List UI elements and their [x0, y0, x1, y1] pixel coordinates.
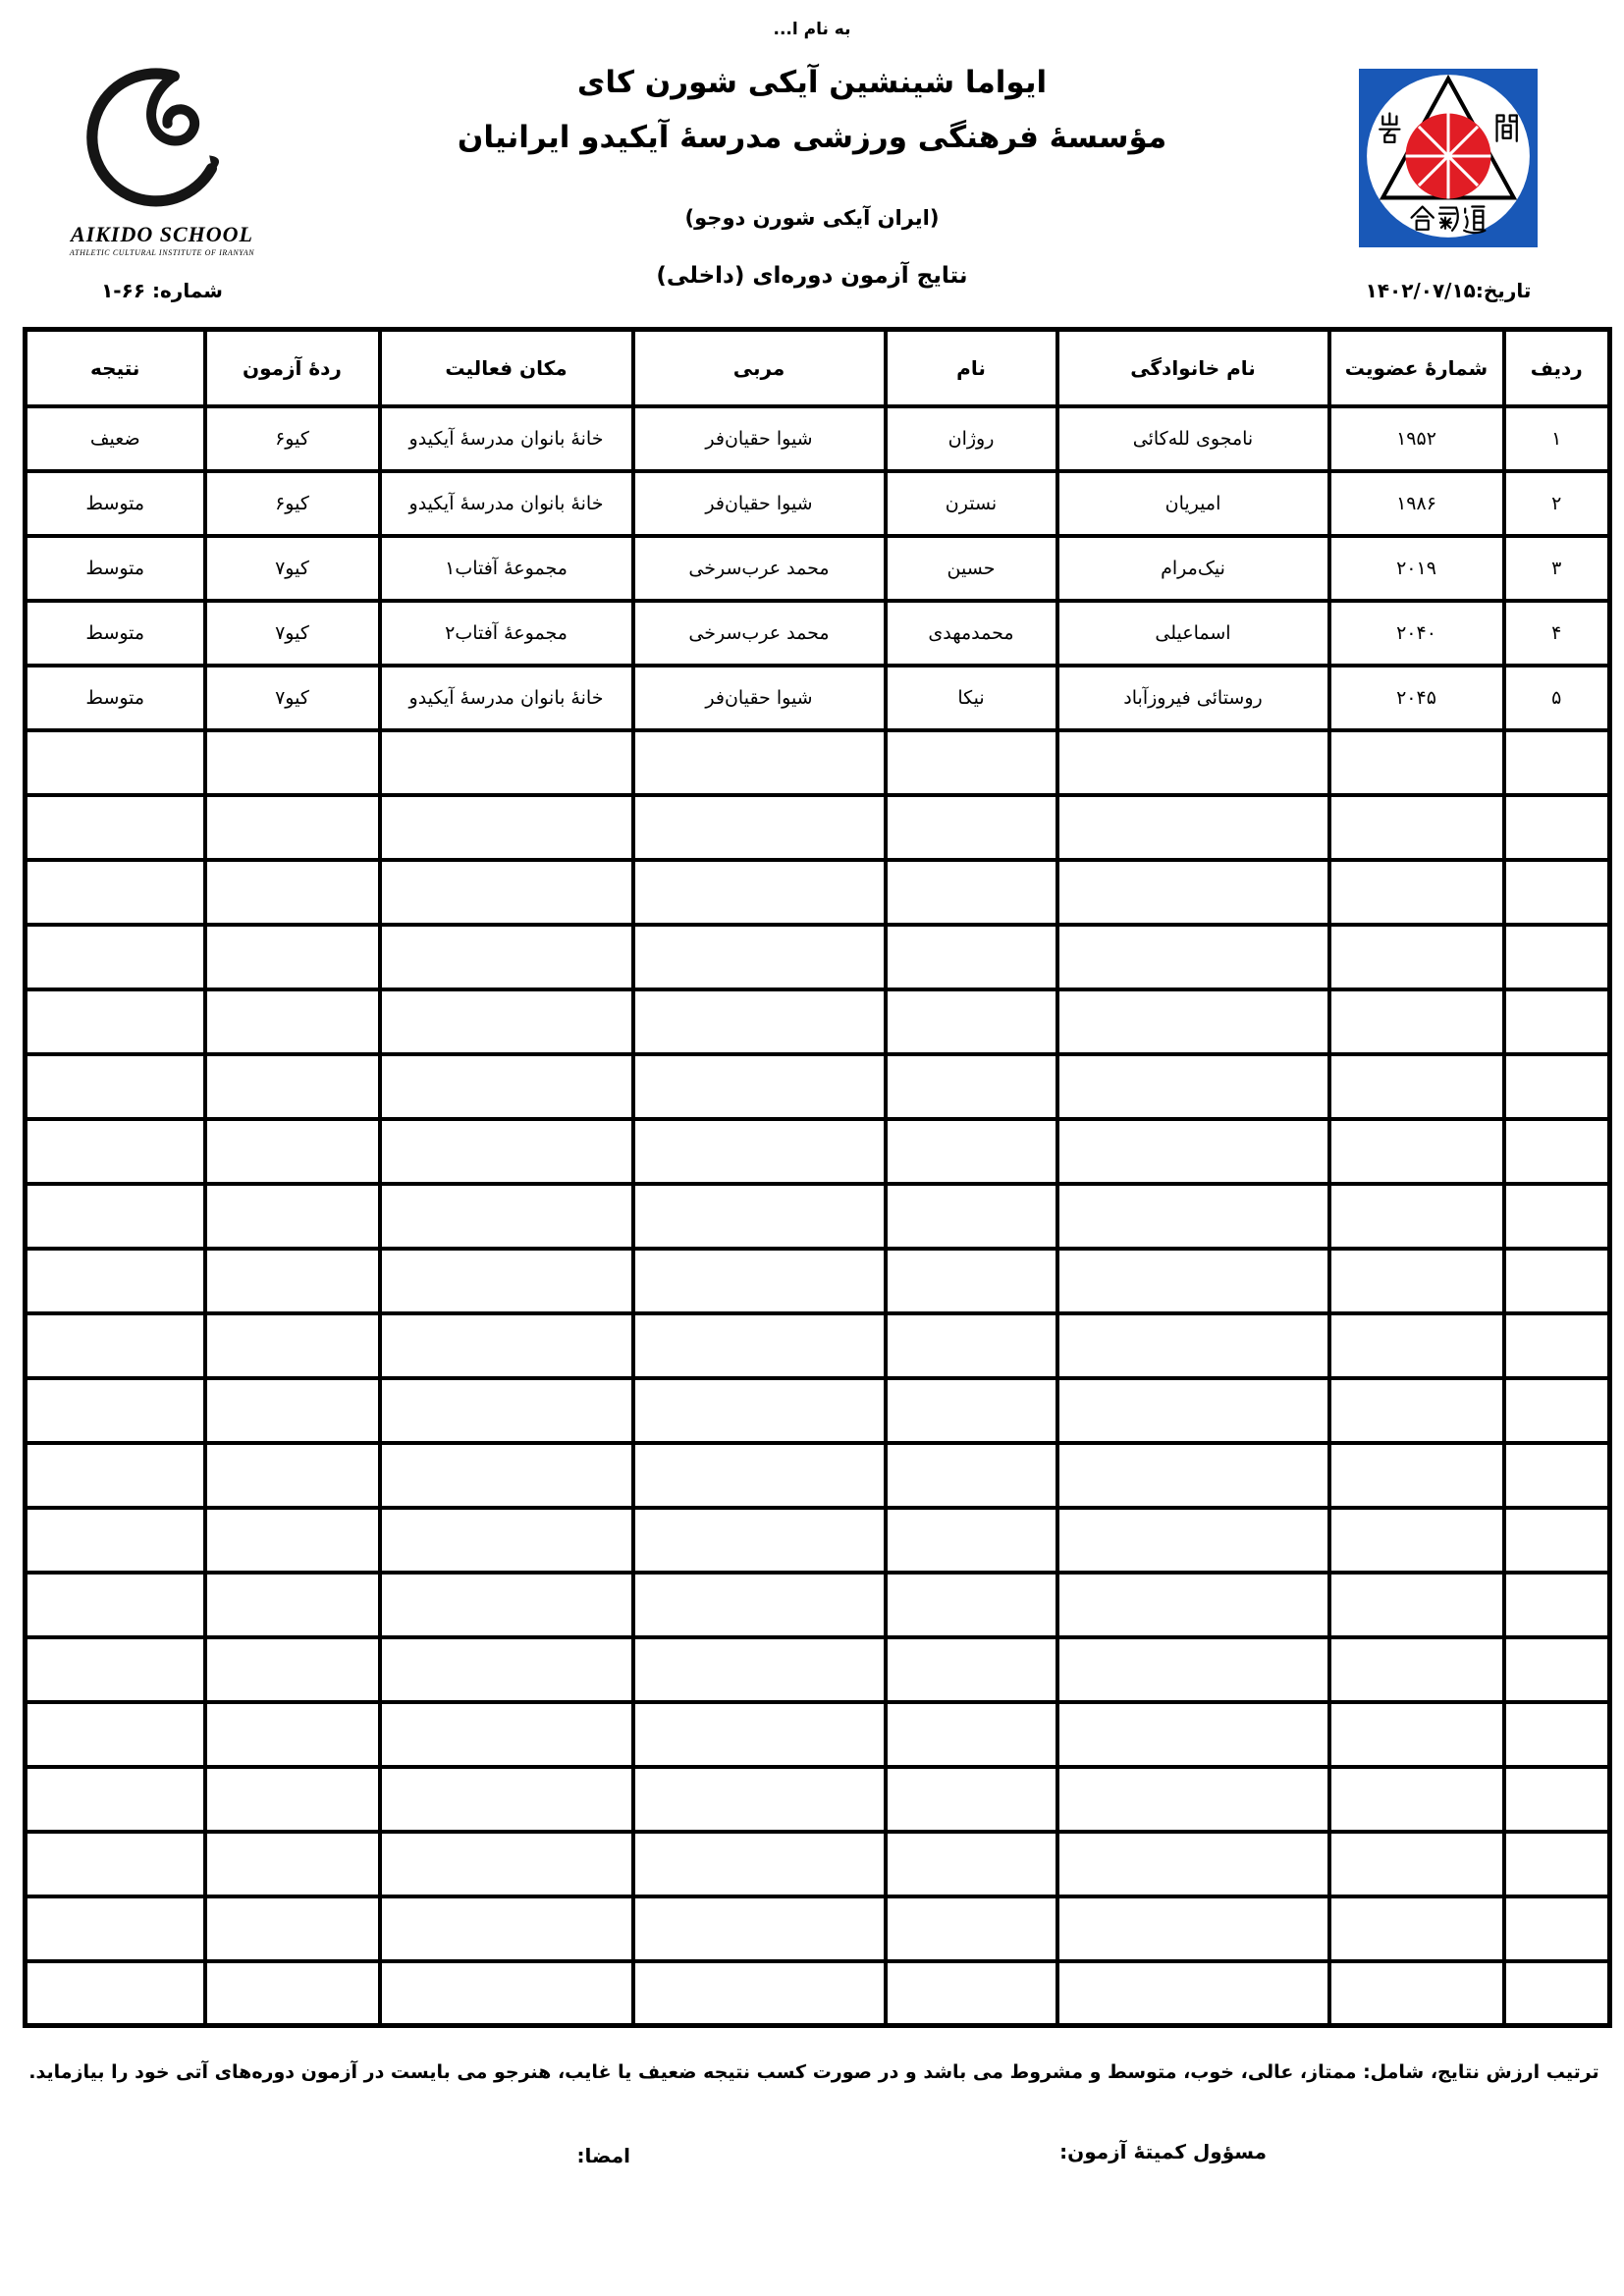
table-cell — [633, 1313, 886, 1378]
table-cell — [1504, 1184, 1610, 1249]
dojo-subtitle: (ایران آیکی شورن دوجو) — [684, 206, 940, 230]
table-cell: متوسط — [26, 471, 205, 536]
aikido-school-mark-icon — [80, 61, 244, 226]
table-cell — [1057, 1508, 1329, 1573]
table-cell — [886, 989, 1057, 1054]
table-cell — [1057, 1443, 1329, 1508]
table-row — [26, 1896, 1610, 1961]
table-cell — [1504, 1896, 1610, 1961]
table-cell — [886, 1508, 1057, 1573]
table-cell — [205, 1896, 380, 1961]
table-row — [26, 730, 1610, 795]
col-header-result: نتیجه — [26, 330, 205, 406]
table-cell: خانۀ بانوان مدرسۀ آیکیدو — [380, 406, 633, 471]
table-cell — [380, 1378, 633, 1443]
table-cell — [1329, 1378, 1504, 1443]
table-cell — [205, 1767, 380, 1832]
table-cell — [1057, 1313, 1329, 1378]
table-cell: خانۀ بانوان مدرسۀ آیکیدو — [380, 666, 633, 730]
table-row — [26, 1443, 1610, 1508]
table-cell: ۲۰۴۵ — [1329, 666, 1504, 730]
table-cell — [1057, 860, 1329, 925]
col-header-first-name: نام — [886, 330, 1057, 406]
table-cell — [1057, 989, 1329, 1054]
col-header-coach: مربی — [633, 330, 886, 406]
table-cell — [633, 1573, 886, 1637]
table-cell — [26, 1896, 205, 1961]
table-cell — [886, 1637, 1057, 1702]
table-cell — [1329, 1508, 1504, 1573]
table-cell — [633, 1896, 886, 1961]
table-cell: حسین — [886, 536, 1057, 601]
document-title: نتایج آزمون دوره‌ای (داخلی) — [656, 263, 968, 289]
col-header-exam-rank: ردۀ آزمون — [205, 330, 380, 406]
table-cell — [1057, 1702, 1329, 1767]
results-table-body — [26, 406, 1610, 2026]
table-cell: ۲ — [1504, 471, 1610, 536]
table-cell — [1329, 730, 1504, 795]
table-cell — [205, 1054, 380, 1119]
table-row — [26, 1054, 1610, 1119]
iwama-aikido-logo-icon — [1359, 69, 1538, 247]
table-cell: محمدمهدی — [886, 601, 1057, 666]
table-cell — [205, 1184, 380, 1249]
table-cell — [1329, 925, 1504, 989]
table-cell — [380, 1573, 633, 1637]
table-cell: نسترن — [886, 471, 1057, 536]
table-cell — [1504, 1249, 1610, 1313]
table-cell — [1057, 1573, 1329, 1637]
table-cell — [633, 1378, 886, 1443]
grading-note: ترتیب ارزش نتایج، شامل: ممتاز، عالی، خوب، متوسط و مشروط می باشد و در صورت کسب نتیجه ضعیف یا غایب، هنرجو می بایست در آزمون دوره‌های آتی خود را بیازماید. — [28, 2061, 1599, 2083]
table-cell — [26, 1702, 205, 1767]
table-cell: ۴ — [1504, 601, 1610, 666]
table-cell — [380, 1119, 633, 1184]
table-cell — [380, 925, 633, 989]
table-cell — [1504, 1832, 1610, 1896]
table-cell — [26, 1119, 205, 1184]
table-header-row — [26, 330, 1610, 406]
table-cell: امیریان — [1057, 471, 1329, 536]
table-cell — [26, 1184, 205, 1249]
table-cell — [1057, 795, 1329, 860]
table-cell — [380, 1249, 633, 1313]
aikido-school-tagline: ATHLETIC CULTURAL INSTITUTE OF IRANYAN — [69, 248, 255, 257]
table-cell — [886, 860, 1057, 925]
table-cell — [380, 1054, 633, 1119]
table-cell — [205, 795, 380, 860]
table-cell — [1504, 925, 1610, 989]
table-cell — [380, 730, 633, 795]
table-cell — [633, 1637, 886, 1702]
table-cell — [26, 1637, 205, 1702]
table-cell — [26, 1378, 205, 1443]
table-cell — [633, 1702, 886, 1767]
table-cell: روژان — [886, 406, 1057, 471]
table-cell — [205, 1378, 380, 1443]
table-cell — [1504, 1702, 1610, 1767]
table-cell: روستائی فیروزآباد — [1057, 666, 1329, 730]
table-row — [26, 1184, 1610, 1249]
table-cell — [633, 795, 886, 860]
table-cell — [380, 1184, 633, 1249]
table-cell: کیو۶ — [205, 406, 380, 471]
table-cell — [886, 1896, 1057, 1961]
table-cell: کیو۷ — [205, 601, 380, 666]
iwama-aikido-logo — [1359, 69, 1538, 247]
table-cell — [886, 795, 1057, 860]
table-cell — [26, 1508, 205, 1573]
table-cell — [26, 1832, 205, 1896]
table-cell — [380, 1767, 633, 1832]
results-table — [23, 327, 1612, 2028]
table-cell: ۱۹۵۲ — [1329, 406, 1504, 471]
table-cell — [380, 1443, 633, 1508]
table-cell: مجموعۀ آفتاب۱ — [380, 536, 633, 601]
table-row — [26, 1508, 1610, 1573]
table-cell: کیو۷ — [205, 536, 380, 601]
bismillah-text: به نام ا... — [773, 20, 851, 39]
table-cell — [886, 1443, 1057, 1508]
table-cell: ۱۹۸۶ — [1329, 471, 1504, 536]
table-cell — [633, 730, 886, 795]
table-row — [26, 471, 1610, 536]
table-row — [26, 1119, 1610, 1184]
table-row — [26, 601, 1610, 666]
table-cell — [1504, 795, 1610, 860]
table-row — [26, 1378, 1610, 1443]
table-cell — [633, 1767, 886, 1832]
table-cell: اسماعیلی — [1057, 601, 1329, 666]
table-row — [26, 1249, 1610, 1313]
table-cell — [26, 1313, 205, 1378]
table-cell — [26, 1443, 205, 1508]
table-row — [26, 989, 1610, 1054]
table-cell — [886, 1313, 1057, 1378]
table-cell — [380, 1896, 633, 1961]
col-header-activity-place: مکان فعالیت — [380, 330, 633, 406]
table-cell — [26, 795, 205, 860]
table-row — [26, 1313, 1610, 1378]
table-cell — [633, 860, 886, 925]
table-cell — [1329, 1443, 1504, 1508]
table-cell — [380, 1961, 633, 2026]
table-cell — [886, 1961, 1057, 2026]
table-cell — [1504, 1767, 1610, 1832]
table-cell: شیوا حقیان‌فر — [633, 471, 886, 536]
table-cell — [205, 860, 380, 925]
table-cell — [886, 1378, 1057, 1443]
table-row — [26, 536, 1610, 601]
main-title: ایواما شینشین آیکی شورن کای — [576, 65, 1048, 100]
aikido-school-wordmark: AIKIDO SCHOOL — [71, 222, 253, 246]
table-cell — [1329, 795, 1504, 860]
table-cell — [886, 1119, 1057, 1184]
table-cell — [380, 1702, 633, 1767]
table-cell: ۱ — [1504, 406, 1610, 471]
table-cell — [633, 925, 886, 989]
col-header-membership-number: شمارۀ عضویت — [1329, 330, 1504, 406]
table-cell — [205, 1508, 380, 1573]
table-cell: محمد عرب‌سرخی — [633, 536, 886, 601]
table-cell — [1057, 1054, 1329, 1119]
table-cell: نامجوی لله‌کائی — [1057, 406, 1329, 471]
table-cell — [205, 1119, 380, 1184]
table-cell — [1504, 1508, 1610, 1573]
table-cell: کیو۶ — [205, 471, 380, 536]
table-cell: ضعیف — [26, 406, 205, 471]
table-cell — [633, 1119, 886, 1184]
table-cell — [380, 1637, 633, 1702]
table-cell — [633, 989, 886, 1054]
table-cell: شیوا حقیان‌فر — [633, 666, 886, 730]
table-cell — [205, 1249, 380, 1313]
institute-title: مؤسسۀ فرهنگی ورزشی مدرسۀ آیکیدو ایرانیان — [457, 120, 1167, 155]
table-cell — [886, 1054, 1057, 1119]
table-cell — [380, 989, 633, 1054]
table-cell — [1329, 1767, 1504, 1832]
table-cell — [886, 1573, 1057, 1637]
table-cell — [1329, 1573, 1504, 1637]
aikido-school-logo — [49, 61, 275, 257]
table-cell — [1329, 1119, 1504, 1184]
table-cell — [205, 925, 380, 989]
table-cell — [633, 1184, 886, 1249]
table-cell: خانۀ بانوان مدرسۀ آیکیدو — [380, 471, 633, 536]
table-cell — [1504, 1378, 1610, 1443]
table-cell — [886, 1702, 1057, 1767]
table-cell — [1329, 1249, 1504, 1313]
table-cell — [1329, 1054, 1504, 1119]
table-cell — [1057, 1378, 1329, 1443]
committee-head-label: مسؤول کمیتۀ آزمون: — [1059, 2140, 1267, 2163]
table-cell — [1504, 860, 1610, 925]
table-cell — [1329, 989, 1504, 1054]
table-cell — [1329, 1184, 1504, 1249]
table-cell — [1504, 1313, 1610, 1378]
table-cell — [1057, 925, 1329, 989]
col-header-row-number: ردیف — [1504, 330, 1610, 406]
table-row — [26, 1832, 1610, 1896]
table-cell: کیو۷ — [205, 666, 380, 730]
table-cell: متوسط — [26, 666, 205, 730]
table-cell — [205, 730, 380, 795]
table-cell — [26, 925, 205, 989]
table-cell — [1504, 1443, 1610, 1508]
table-row — [26, 795, 1610, 860]
table-cell — [380, 795, 633, 860]
table-cell — [1329, 1702, 1504, 1767]
table-cell — [886, 730, 1057, 795]
table-cell — [380, 1313, 633, 1378]
table-cell — [1504, 1054, 1610, 1119]
table-cell: ۳ — [1504, 536, 1610, 601]
table-cell — [26, 1249, 205, 1313]
table-cell — [1057, 1896, 1329, 1961]
table-cell — [26, 1961, 205, 2026]
table-cell: ۲۰۱۹ — [1329, 536, 1504, 601]
table-cell — [205, 1832, 380, 1896]
table-cell: ۵ — [1504, 666, 1610, 730]
table-cell — [1504, 1637, 1610, 1702]
col-header-last-name: نام خانوادگی — [1057, 330, 1329, 406]
table-cell — [26, 730, 205, 795]
table-cell: ۲۰۴۰ — [1329, 601, 1504, 666]
table-cell — [886, 1767, 1057, 1832]
form-number: شماره: ۶۶-۱ — [101, 279, 223, 302]
table-cell — [205, 1573, 380, 1637]
table-cell — [205, 1702, 380, 1767]
table-cell: متوسط — [26, 601, 205, 666]
table-cell — [1329, 860, 1504, 925]
table-cell — [380, 1508, 633, 1573]
table-cell — [886, 1184, 1057, 1249]
table-cell — [633, 1508, 886, 1573]
table-cell — [886, 1832, 1057, 1896]
table-cell — [1329, 1961, 1504, 2026]
table-cell — [633, 1832, 886, 1896]
table-cell — [1057, 1961, 1329, 2026]
table-cell — [205, 1443, 380, 1508]
table-row — [26, 1961, 1610, 2026]
table-row — [26, 1767, 1610, 1832]
table-cell — [26, 1767, 205, 1832]
table-row — [26, 1573, 1610, 1637]
table-cell: نیکا — [886, 666, 1057, 730]
table-row — [26, 1702, 1610, 1767]
table-cell — [1057, 1184, 1329, 1249]
table-cell: نیک‌مرام — [1057, 536, 1329, 601]
table-cell — [633, 1961, 886, 2026]
table-cell — [633, 1054, 886, 1119]
table-cell — [1504, 1573, 1610, 1637]
table-row — [26, 406, 1610, 471]
table-cell — [886, 1249, 1057, 1313]
table-cell — [1504, 989, 1610, 1054]
table-cell: مجموعۀ آفتاب۲ — [380, 601, 633, 666]
table-cell — [1329, 1313, 1504, 1378]
table-cell: شیوا حقیان‌فر — [633, 406, 886, 471]
table-cell — [205, 1637, 380, 1702]
table-cell — [205, 1961, 380, 2026]
table-cell — [26, 860, 205, 925]
table-cell — [1057, 1767, 1329, 1832]
table-row — [26, 1637, 1610, 1702]
table-row — [26, 666, 1610, 730]
table-cell — [1329, 1637, 1504, 1702]
table-cell — [1057, 730, 1329, 795]
table-cell — [1504, 1961, 1610, 2026]
table-cell — [26, 989, 205, 1054]
table-cell — [380, 860, 633, 925]
table-cell — [26, 1573, 205, 1637]
signature-label: امضا: — [576, 2144, 630, 2167]
table-cell — [1057, 1119, 1329, 1184]
table-cell — [1057, 1637, 1329, 1702]
table-cell — [1057, 1832, 1329, 1896]
date-field: تاریخ:۱۴۰۲/۰۷/۱۵ — [1365, 279, 1532, 302]
table-cell — [1504, 730, 1610, 795]
table-cell — [205, 989, 380, 1054]
table-row — [26, 860, 1610, 925]
table-cell — [380, 1832, 633, 1896]
table-cell — [1504, 1119, 1610, 1184]
table-cell — [633, 1443, 886, 1508]
table-cell — [1329, 1832, 1504, 1896]
table-cell — [205, 1313, 380, 1378]
table-row — [26, 925, 1610, 989]
table-cell: محمد عرب‌سرخی — [633, 601, 886, 666]
table-cell — [886, 925, 1057, 989]
table-cell — [1057, 1249, 1329, 1313]
table-cell — [1329, 1896, 1504, 1961]
table-cell — [633, 1249, 886, 1313]
table-cell: متوسط — [26, 536, 205, 601]
table-cell — [26, 1054, 205, 1119]
